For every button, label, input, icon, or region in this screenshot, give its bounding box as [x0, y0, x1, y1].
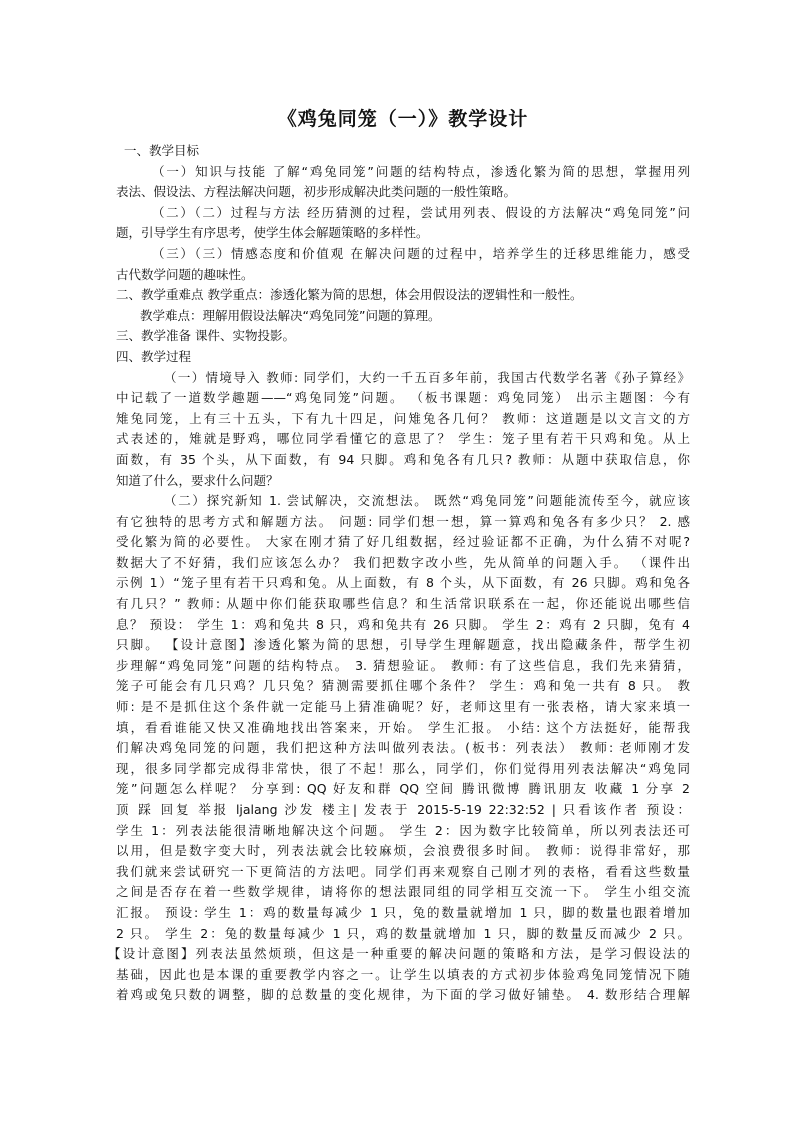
text-line: 古代数学问题的趣味性。 — [116, 266, 254, 282]
text-line: 现，很多同学都完成得非常快，很了不起！那么，同学们，你们觉得用列表法解决“鸡兔同 — [116, 760, 690, 776]
text-line: （一）知识与技能 了解“鸡兔同笼”问题的结构特点，渗透化繁为简的思想，掌握用列 — [152, 163, 690, 179]
text-line: 面数，有 35 个头，从下面数，有 94 只脚。鸡和兔各有几只? 教师：从题中获取信息，你 — [116, 451, 690, 467]
text-line: 步理解“鸡兔同笼”问题的结构特点。 3. 猜想验证。 教师: 有了这些信息，我们先来猜猜， — [116, 657, 690, 673]
text-line: 之间是否存在着一些数学规律，请将你的想法跟同组的同学相互交流一下。 学生小组交流 — [116, 884, 690, 900]
text-line: 基础，因此也是本课的重要教学内容之一。让学生以填表的方式初步体验鸡兔同笼情况下随 — [116, 966, 690, 982]
text-line: 四、教学过程 — [116, 348, 192, 364]
document-body — [108, 141, 690, 1006]
text-line: 一、教学目标 — [124, 143, 200, 158]
text-line: 表法、假设法、方程法解决问题，初步形成解决此类问题的一般性策略。 — [116, 184, 517, 200]
text-line: 汇报。 预设: 学生 1：鸡的数量每减少 1 只，兔的数量就增加 1 只，脚的数量也跟着增加 — [116, 904, 690, 920]
text-line: 教学难点：理解用假设法解决“鸡兔同笼”问题的算理。 — [140, 307, 441, 323]
text-line: 我们就来尝试研究一下更简洁的方法吧。同学们再来观察自己刚才列的表格，看看这些数量 — [116, 863, 690, 879]
text-line: （三）（三）情感态度和价值观 在解决问题的过程中，培养学生的迁移思维能力，感受 — [152, 245, 690, 261]
text-line: 二、教学重难点 教学重点：渗透化繁为简的思想，体会用假设法的逻辑性和一般性。 — [116, 287, 583, 303]
text-line: 学生 1：列表法能很清晰地解决这个问题。 学生 2：因为数字比较简单，所以列表法还可 — [116, 822, 690, 838]
text-line: 着鸡或兔只数的调整，脚的总数量的变化规律，为下面的学习做好铺垫。 4. 数形结合理解 — [116, 987, 690, 1003]
text-line: 笼子可能会有几只鸡？几只兔？猜测需要抓住哪个条件？ 学生：鸡和兔一共有 8 只。 教 — [116, 678, 690, 694]
text-line: 们解决鸡兔同笼的问题，我们把这种方法叫做列表法。(板书：列表法） 教师: 老师刚才发 — [116, 740, 690, 756]
text-line: （一）情境导入 教师: 同学们，大约一千五百多年前，我国古代数学名著《孙子算经》 — [164, 369, 690, 385]
text-line: 顶 踩 回复 举报 ljalang 沙发 楼主| 发表于 2015-5-19 22:32:52 | 只看该作者 预设： — [116, 802, 690, 817]
text-line: 【设计意图】列表法虽然烦琐，但这是一种重要的解决问题的策略和方法，是学习假设法的 — [108, 946, 690, 962]
text-line: 中记载了一道数学趣题——“鸡兔同笼”问题。 （板书课题：鸡兔同笼） 出示主题图：今有 — [116, 390, 690, 406]
text-line: （二）探究新知 1. 尝试解决，交流想法。 既然“鸡兔同笼”问题能流传至今，就应该 — [164, 493, 690, 509]
text-line: 有它独特的思考方式和解题方法。 问题: 同学们想一想，算一算鸡和兔各有多少只？ 2. 感 — [116, 513, 690, 529]
text-line: 示例 1）“笼子里有若干只鸡和兔。从上面数，有 8 个头，从下面数，有 26 只脚。鸡和兔各 — [116, 575, 690, 591]
text-line: 只脚。 【设计意图】渗透化繁为简的思想，引导学生理解题意，找出隐藏条件，帮学生初 — [116, 637, 690, 653]
text-line: 师: 是不是抓住这个条件就一定能马上猜准确呢？好，老师这里有一张表格，请大家来填一 — [116, 699, 690, 715]
text-line: 数据大了不好猜，我们应该怎么办？ 我们把数字改小些，先从简单的问题入手。 （课件出 — [116, 554, 690, 570]
text-line: 式表述的，雉就是野鸡，哪位同学看懂它的意思了？ 学生：笼子里有若干只鸡和兔。从上 — [116, 431, 690, 447]
text-line: 雉兔同笼，上有三十五头，下有九十四足，问雉兔各几何？ 教师：这道题是以文言文的方 — [116, 410, 690, 426]
text-line: （二）（二）过程与方法 经历猜测的过程，尝试用列表、假设的方法解决“鸡兔同笼”问 — [152, 204, 690, 220]
text-line: 题，引导学生有序思考，使学生体会解题策略的多样性。 — [116, 225, 429, 241]
text-line: 有几只？” 教师: 从题中你们能获取哪些信息？和生活常识联系在一起，你还能说出哪些信 — [116, 596, 690, 612]
text-line: 笼”问题怎么样呢？ 分享到: QQ 好友和群 QQ 空间 腾讯微博 腾讯朋友 收藏 1 分享 2 — [116, 781, 690, 797]
text-line: 受化繁为简的必要性。 大家在刚才猜了好几组数据，经过验证都不正确，为什么猜不对呢? — [116, 534, 690, 550]
text-line: 2 只。 学生 2：兔的数量每减少 1 只，鸡的数量就增加 1 只，脚的数量反而减少 2 只。 — [116, 925, 690, 941]
text-line: 填，看看谁能又快又准确地找出答案来，开始。 学生汇报。 小结: 这个方法挺好，能帮我 — [116, 719, 690, 735]
text-line: 三、教学准备 课件、实物投影。 — [116, 328, 295, 344]
text-line: 以用，但是数字变大时，列表法就会比较麻烦，会浪费很多时间。 教师：说得非常好，那 — [116, 843, 690, 859]
text-line: 知道了什么，要求什么问题？ — [116, 472, 279, 488]
document-page — [108, 104, 690, 1006]
text-line: 息？ 预设： 学生 1：鸡和兔共 8 只，鸡和兔共有 26 只脚。 学生 2：鸡有 2 只脚，兔有 4 — [116, 616, 690, 632]
document-title: 《鸡兔同笼（一）》教学设计 — [277, 108, 529, 130]
